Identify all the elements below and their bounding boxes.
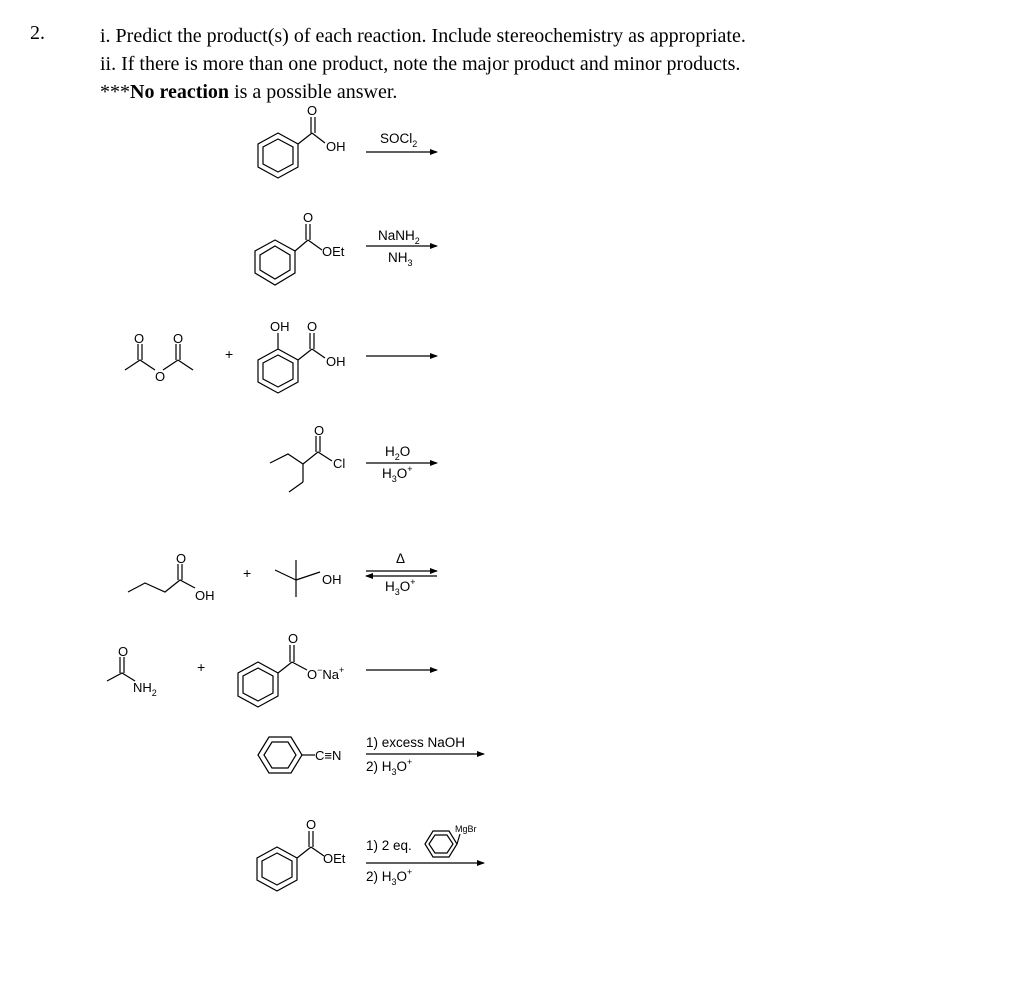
r2-oet: OEt [322, 244, 345, 259]
instruction-stars: *** [100, 81, 130, 103]
r5-plus: + [243, 565, 252, 581]
butanoic-acid [128, 564, 195, 592]
r8-reagent-bottom: 2) $H_3O^+$ [366, 867, 413, 887]
r5-acid-oh: OH [195, 588, 215, 603]
r5-alcohol-oh: OH [322, 572, 342, 587]
r3-carbonyl-o: O [307, 319, 318, 334]
benzonitrile [258, 737, 315, 773]
r1-oh: OH [326, 139, 346, 154]
r3-plus: + [225, 346, 234, 362]
r6-carbonyl-o: O [118, 644, 129, 659]
salicylic-acid [258, 333, 325, 393]
instruction-line-2: ii. If there is more than one product, note the major product and minor products. [100, 53, 741, 75]
r2-reagent-bottom: $NH_3$ [388, 250, 413, 268]
r4-carbonyl-o: O [314, 423, 325, 438]
r4-cl: Cl [333, 456, 346, 471]
r6-carbonyl-o2: O [288, 631, 299, 646]
r8-mgbr: MgBr [455, 824, 477, 834]
r3-anhydride-bridge-o: O [155, 369, 166, 384]
r7-nitrile: C≡N [315, 748, 342, 763]
reaction-5-equilibrium-arrows [366, 571, 437, 576]
tert-butanol [275, 560, 320, 597]
r7-reagent-bottom: 2) $H_3O^+$ [366, 757, 413, 777]
r3-anhydride-o1: O [134, 331, 145, 346]
r6-nh2: $NH_2$ [133, 680, 157, 698]
instruction-suffix: is a possible answer. [229, 81, 398, 103]
r5-reagent-top: Δ [396, 551, 406, 566]
acetamide [107, 657, 135, 681]
r5-carbonyl-o: O [176, 551, 187, 566]
r2-reagent-top: NaNH$_2$ [378, 228, 420, 246]
sodium-phenylacetate [238, 645, 307, 707]
r3-phenol-oh: OH [270, 319, 290, 334]
r8-reagent-top: 1) 2 eq. [366, 838, 412, 853]
r2-carbonyl-o: O [303, 210, 314, 225]
question-number: 2. [30, 22, 45, 44]
acetic-anhydride [125, 344, 193, 370]
r5-reagent-bottom: $H_3O^+$ [385, 577, 416, 597]
no-reaction-bold: No reaction [130, 81, 230, 103]
reaction-1-molecule [258, 117, 325, 178]
r3-acid-oh: OH [326, 354, 346, 369]
r3-anhydride-o2: O [173, 331, 184, 346]
reaction-2-molecule [255, 224, 322, 285]
acid-chloride [270, 436, 332, 492]
reaction-8-molecule [257, 831, 324, 891]
r4-reagent-top: $H_2O$ [385, 444, 411, 462]
phenylmagnesium-bromide [425, 831, 460, 857]
r1-carbonyl-o: O [307, 103, 318, 118]
r8-oet: OEt [323, 851, 346, 866]
r6-plus: + [197, 659, 206, 675]
r4-reagent-bottom: $H_3O^+$ [382, 464, 413, 484]
r8-carbonyl-o: O [306, 817, 317, 832]
r1-reagent: SOCl$_2$ [380, 131, 418, 149]
r7-reagent-top: 1) excess NaOH [366, 735, 466, 750]
instruction-line-1: i. Predict the product(s) of each reaction. Include stereochemistry as appropriate. [100, 25, 746, 47]
r6-carboxylate: O−Na+ [307, 665, 345, 682]
